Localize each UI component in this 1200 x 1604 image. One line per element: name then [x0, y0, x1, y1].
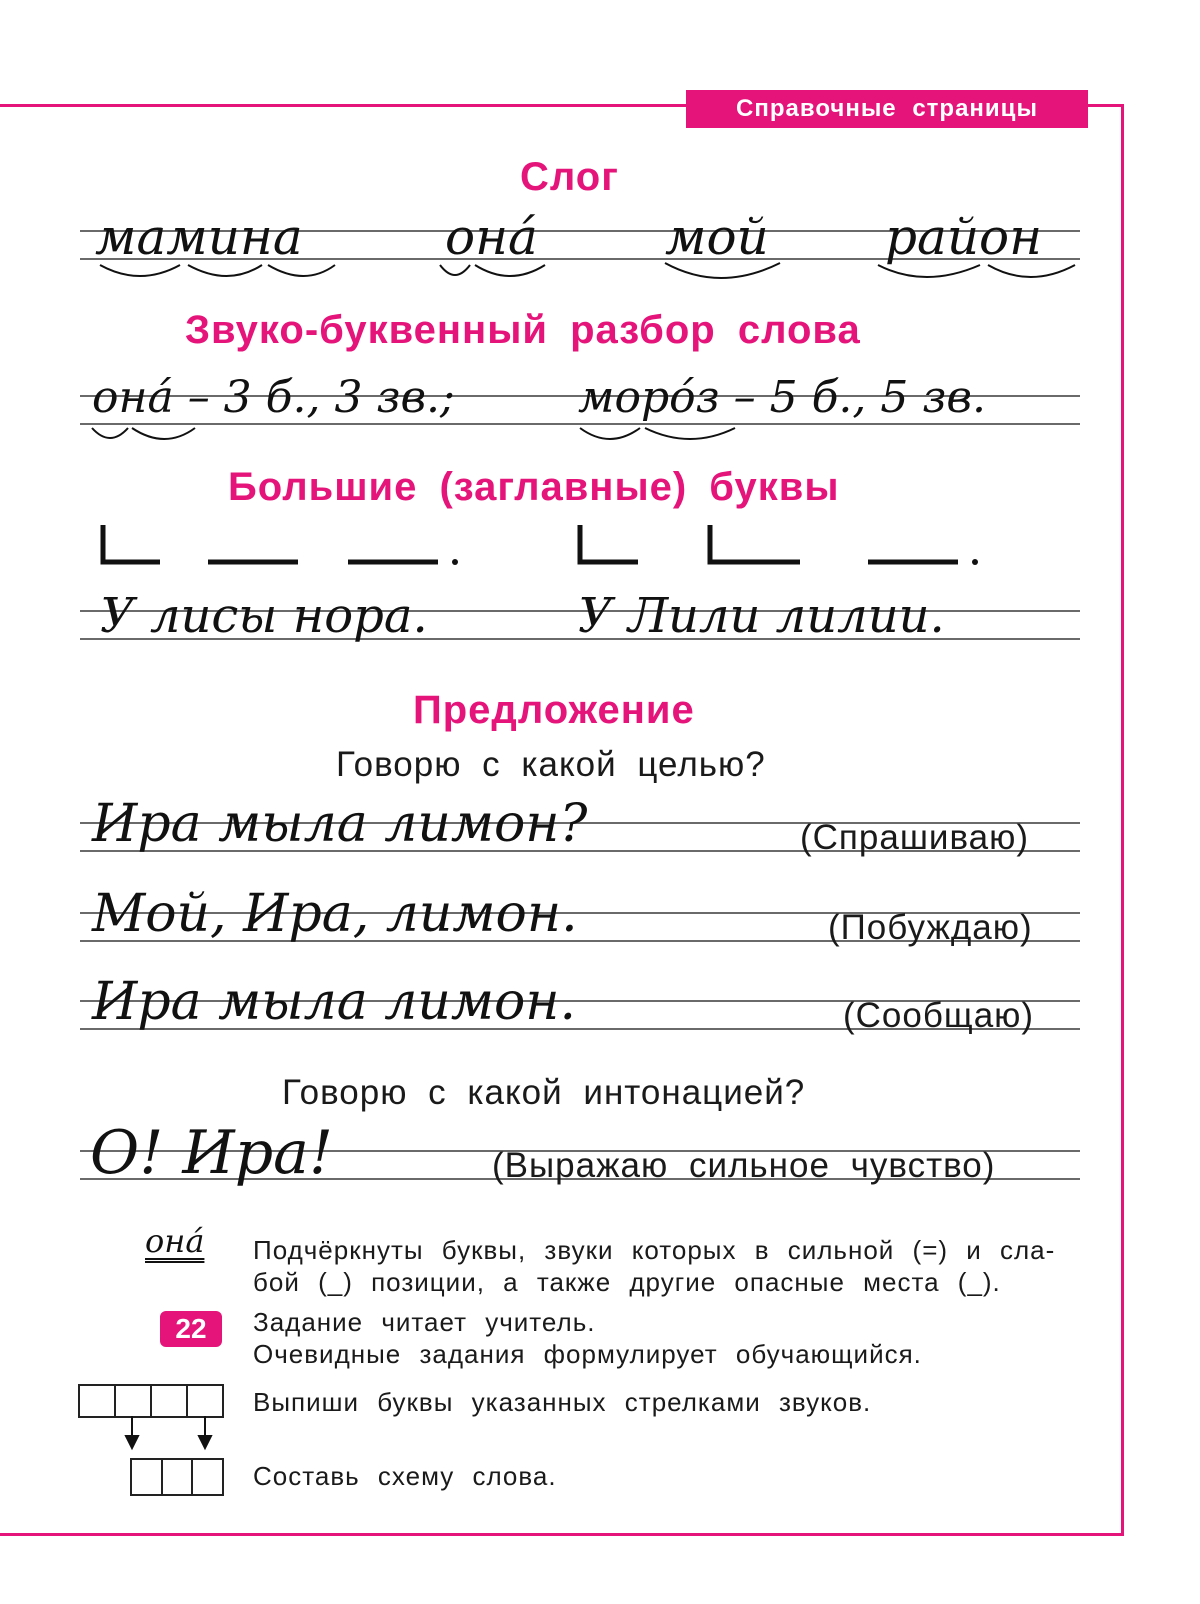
- word-scheme-icon: [130, 1458, 224, 1496]
- analysis-title: Звуко-буквенный разбор слова: [185, 308, 861, 352]
- example-script: Ира мыла лимон.: [92, 972, 577, 1032]
- syllable-word: район: [885, 208, 1043, 266]
- example-label: (Сообщаю): [843, 996, 1035, 1035]
- legend-badge-text: Очевидные задания формулирует обучающийся.: [253, 1339, 922, 1369]
- sentence-title: Предложение: [413, 688, 695, 732]
- intonation-question: Говорю с какой интонацией?: [282, 1073, 806, 1112]
- section-banner: Справочные страницы: [686, 90, 1088, 128]
- purpose-question: Говорю с какой целью?: [336, 745, 766, 784]
- legend-arrows-text: Выпиши буквы указанных стрелками звуков.: [253, 1387, 872, 1417]
- exclaim-script: О! Ира!: [90, 1118, 333, 1188]
- syllable-word: мой: [665, 208, 769, 266]
- capitals-scheme: [0, 520, 1200, 580]
- legend-scheme-text: Составь схему слова.: [253, 1461, 557, 1491]
- capitals-title: Большие (заглавные) буквы: [228, 465, 840, 509]
- task-number-badge: 22: [160, 1311, 222, 1347]
- syllable-word: мамина: [95, 208, 303, 266]
- syllable-word: она́: [445, 208, 538, 266]
- letter-boxes-icon: [78, 1384, 224, 1418]
- legend-underline-text: Подчёркнуты буквы, звуки которых в сильной (=) и сла-: [253, 1235, 1056, 1265]
- exclaim-label: (Выражаю сильное чувство): [492, 1146, 996, 1185]
- example-script: Мой, Ира, лимон.: [92, 884, 578, 944]
- analysis-item: она́ – 3 б., 3 зв.;: [92, 372, 455, 423]
- legend-underline-text: бой (_) позиции, а также другие опасные места (_).: [253, 1267, 1001, 1297]
- underline-sample: она́: [145, 1222, 205, 1260]
- legend-badge-text: Задание читает учитель.: [253, 1307, 596, 1337]
- capitals-sentence: У Лили лилии.: [578, 588, 945, 644]
- example-label: (Спрашиваю): [800, 818, 1030, 857]
- down-arrows-icon: [70, 1414, 230, 1454]
- syllable-title: Слог: [520, 155, 619, 199]
- frame-right-line: [1121, 104, 1124, 1536]
- example-script: Ира мыла лимон?: [92, 794, 588, 854]
- analysis-item: моро́з – 5 б., 5 зв.: [578, 372, 986, 423]
- capitals-sentence: У лисы нора.: [100, 588, 428, 644]
- example-label: (Побуждаю): [828, 908, 1033, 947]
- syllable-arcs: [0, 255, 1200, 315]
- frame-bottom-line: [0, 1533, 1124, 1536]
